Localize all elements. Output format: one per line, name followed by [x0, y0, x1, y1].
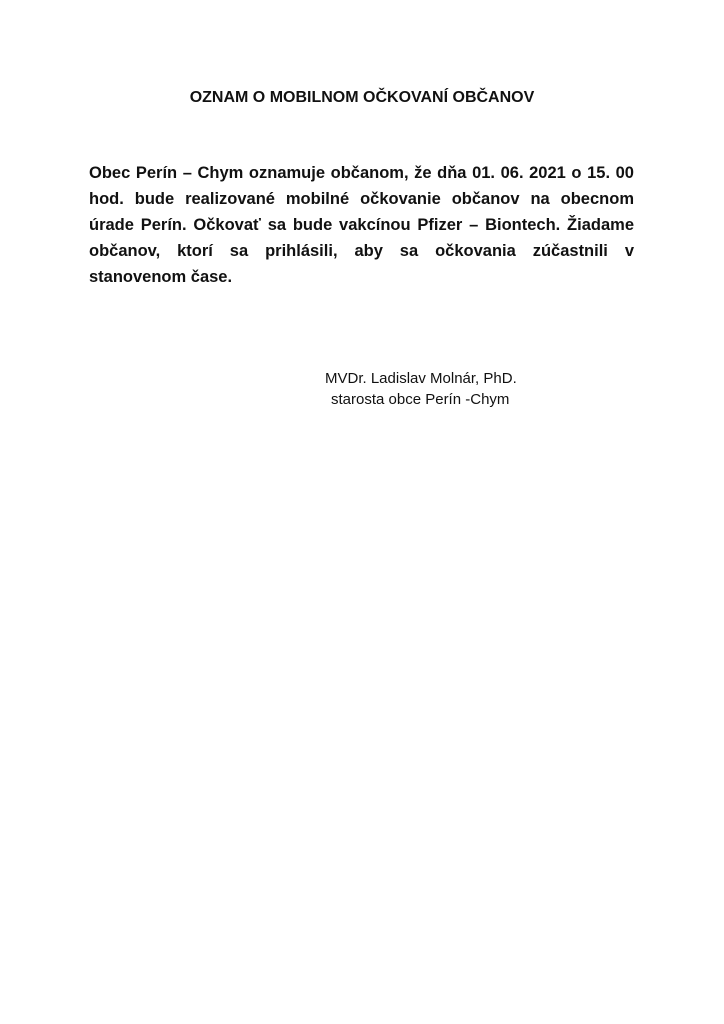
signatory-name: MVDr. Ladislav Molnár, PhD. [325, 370, 517, 387]
announcement-body: Obec Perín – Chym oznamuje občanom, že dňa 01. 06. 2021 o 15. 00 hod. bude realizované mobilné očkovanie občanov na obecnom úrade Perín. Očkovať sa bude vakcínou Pfizer – Biontech. Žiadame občanov, ktorí sa prihlásili, aby sa očkovania zúčastnili v stanovenom čase. [89, 164, 634, 286]
signatory-role: starosta obce Perín -Chym [331, 391, 510, 408]
document-title: OZNAM O MOBILNOM OČKOVANÍ OBČANOV [189, 89, 535, 106]
signature-block [325, 368, 585, 410]
